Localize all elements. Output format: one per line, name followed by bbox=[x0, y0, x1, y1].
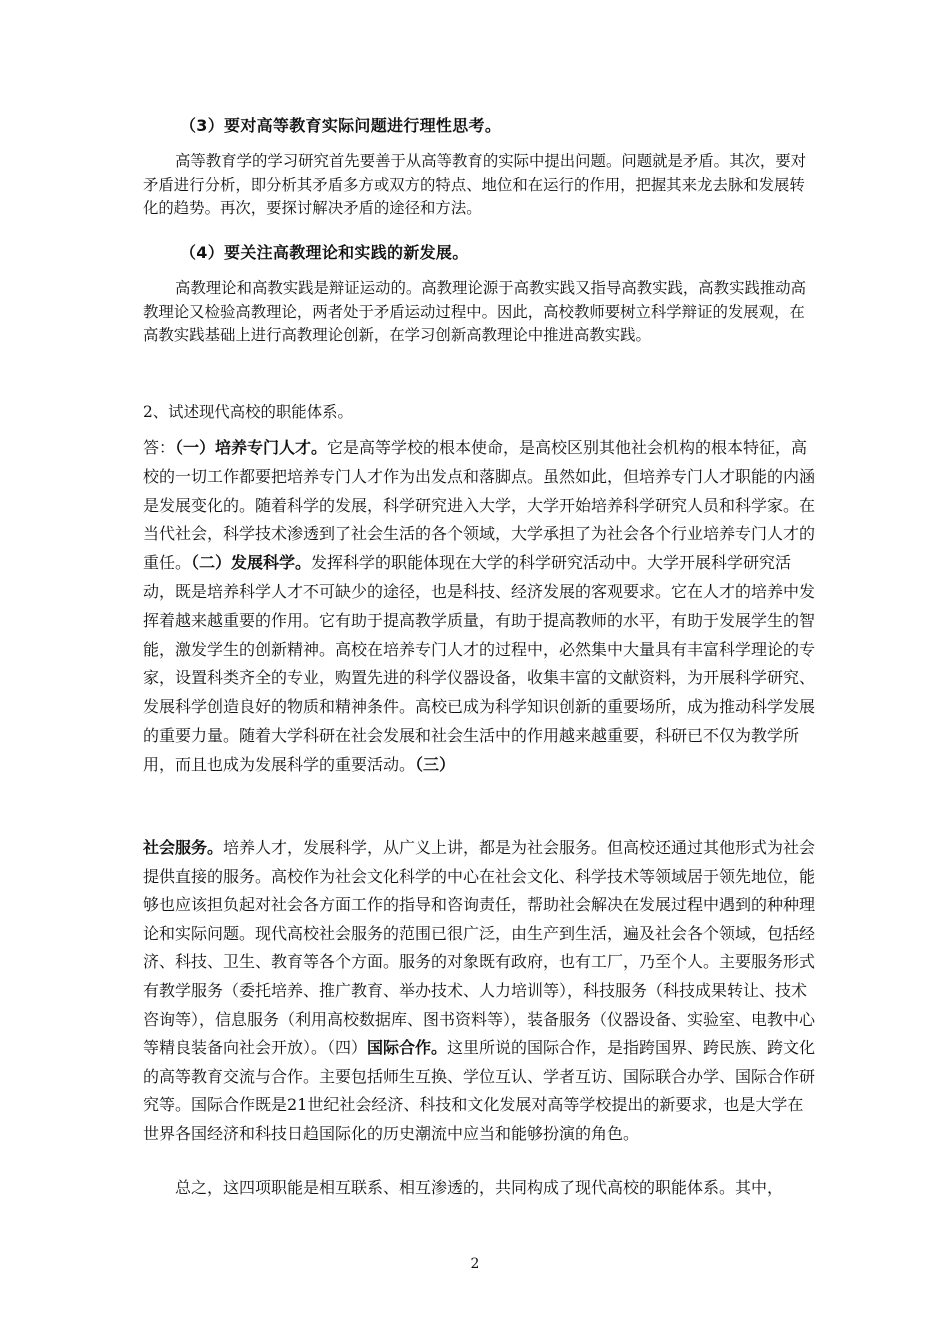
section-4-heading: （4）要关注高教理论和实践的新发展。 bbox=[180, 243, 469, 262]
function-3-open: （三） bbox=[415, 754, 456, 774]
page-number: 2 bbox=[470, 1256, 480, 1272]
answer-paragraph bbox=[143, 434, 817, 780]
function-1-title: （一）培养专门人才。 bbox=[175, 438, 328, 457]
function-3-title: 社会服务。 bbox=[143, 838, 224, 857]
function-4-title: 国际合作。 bbox=[367, 1038, 448, 1058]
function-2-text: 发挥科学的职能体现在大学的科学研究活动中。大学开展科学研究活动，既是培养科学人才不可缺少的途径，也是科技、经济发展的客观要求。它在人才的培养中发挥着越来越重要的作用。它有助于提高教学质量，有助于提高教师的水平，有助于发展学生的智能，激发学生的创新精神。高校在培养专门人才的过程中，必然集中大量具有丰富科学理论的专家，设置科类齐全的专业，购置先进的科学仪器设备，收集丰富的文献资料，为开展科学研究、发展科学创造良好的物质和精神条件。高校已成为科学知识创新的重要场所，成为推动科学发展的重要力量。随着大学科研在社会发展和社会生活中的作用越来越重要，科研已不仅为教学所用，而且也成为发展科学的重要活动。 bbox=[143, 553, 816, 774]
function-1-text: 它是高等学校的根本使命，是高校区别其他社会机构的根本特征，高校的一切工作都要把培养专门人才作为出发点和落脚点。虽然如此，但培养专门人才职能的内涵是发展变化的。随着科学的发展，科学研究进入大学，大学开始培养科学研究人员和科学家。在当代社会，科学技术渗透到了社会生活的各个领域，大学承担了为社会各个行业培养专门人才的重任。 bbox=[143, 438, 816, 573]
answer-prefix: 答： bbox=[143, 438, 176, 457]
section-3-paragraph: 高等教育学的学习研究首先要善于从高等教育的实际中提出问题。问题就是矛盾。其次，要对矛盾进行分析，即分析其矛盾多方或双方的特点、地位和在运行的作用，把握其来龙去脉和发展转化的趋势。再次，要探讨解决矛盾的途径和方法。 bbox=[143, 152, 807, 217]
function-2-title: （二）发展科学。 bbox=[191, 553, 312, 573]
function-3-text: 培养人才，发展科学，从广义上讲，都是为社会服务。但高校还通过其他形式为社会提供直接的服务。高校作为社会文化科学的中心在社会文化、科学技术等领域居于领先地位，能够也应该担负起对社会各方面工作的指导和咨询责任，帮助社会解决在发展过程中遇到的种种理论和实际问题。现代高校社会服务的范围已很广泛，由生产到生活，遍及社会各个领域，包括经济、科技、卫生、教育等各个方面。服务的对象既有政府，也有工厂，乃至个人。主要服务形式有教学服务（委托培养、推广教育、举办技术、人力培训等），科技服务（科技成果转让、技术咨询等），信息服务（利用高校数据库、图书资料等），装备服务（仪器设备、实验室、电教中心等精良装备向社会开放）。（四） bbox=[143, 838, 816, 1058]
summary-paragraph: 总之，这四项职能是相互联系、相互渗透的，共同构成了现代高校的职能体系。其中， bbox=[175, 1178, 784, 1197]
section-3-heading: （3）要对高等教育实际问题进行理性思考。 bbox=[180, 116, 502, 135]
section-4-paragraph: 高教理论和高教实践是辩证运动的。高教理论源于高教实践又指导高教实践，高教实践推动高教理论又检验高教理论，两者处于矛盾运动过程中。因此，高校教师要树立科学辩证的发展观，在高教实践基础上进行高教理论创新，在学习创新高教理论中推进高教实践。 bbox=[143, 279, 807, 344]
question-2: 2、试述现代高校的职能体系。 bbox=[143, 403, 353, 421]
function-4-text: 这里所说的国际合作，是指跨国界、跨民族、跨文化的高等教育交流与合作。主要包括师生互换、学位互认、学者互访、国际联合办学、国际合作研究等。国际合作既是21世纪社会经济、科技和文化发展对高等学校提出的新要求，也是大学在世界各国经济和科技日趋国际化的历史潮流中应当和能够扮演的角色。 bbox=[143, 1038, 816, 1143]
answer-continued-paragraph bbox=[143, 834, 817, 1149]
